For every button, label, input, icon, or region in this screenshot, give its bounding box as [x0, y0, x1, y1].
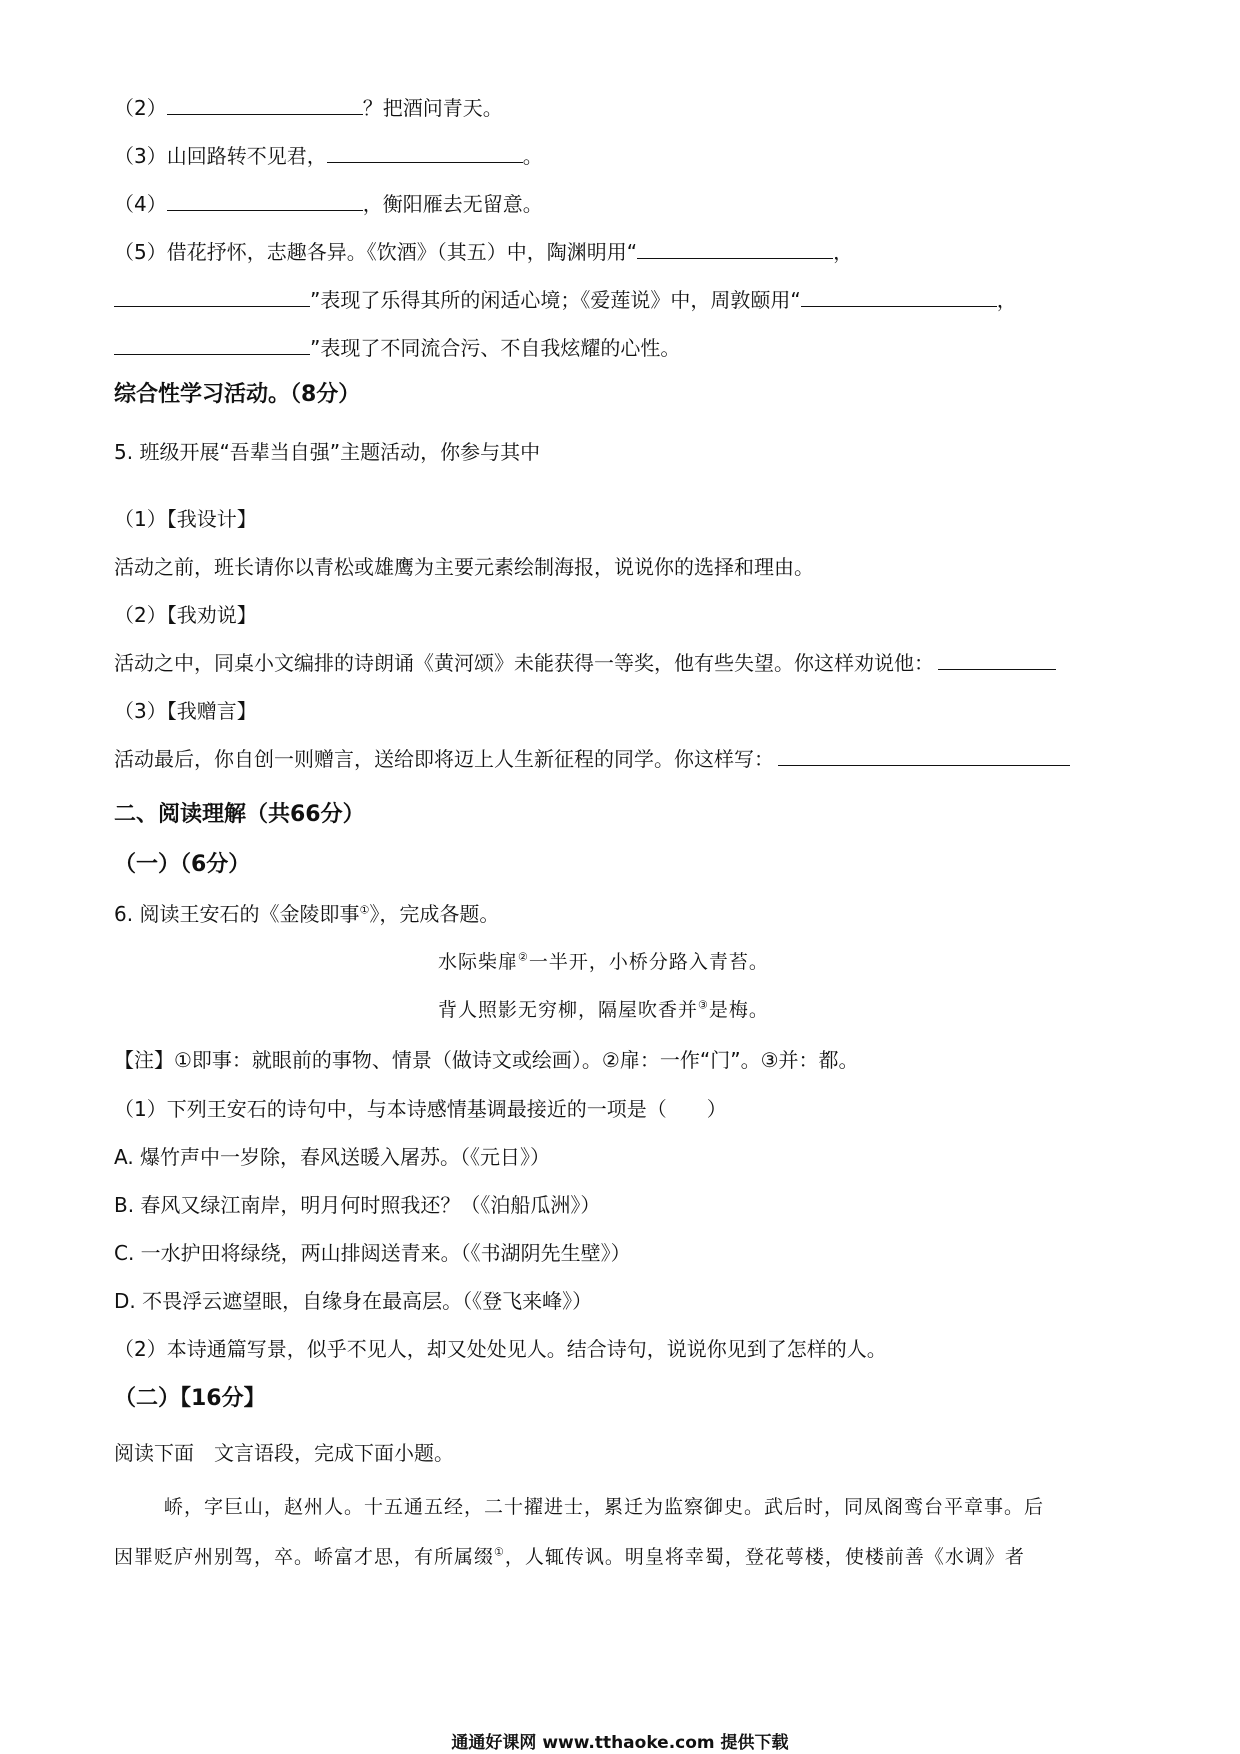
option-a[interactable]: A. 爆竹声中一岁除，春风送暖入屠苏。（《元日》）	[114, 1145, 551, 1169]
question-5-1-text: 活动之前，班长请你以青松或雄鹰为主要元素绘制海报，说说你的选择和理由。	[114, 555, 814, 579]
question-6: 6. 阅读王安石的《金陵即事①》，完成各题。	[114, 902, 500, 926]
fill-line-3: （3）山回路转不见君， 。	[114, 144, 543, 168]
option-d[interactable]: D. 不畏浮云遮望眼，自缘身在最高层。（《登飞来峰》）	[114, 1289, 593, 1313]
poem-note: 【注】①即事：就眼前的事物、情景（做诗文或绘画）。②扉：一作“门”。③并：都。	[114, 1048, 859, 1072]
answer-blank[interactable]	[778, 747, 1070, 766]
reading-instruction: 阅读下面 文言语段，完成下面小题。	[114, 1441, 454, 1465]
fill-line-4: （4） ，衡阳雁去无留意。	[114, 192, 543, 216]
answer-blank[interactable]	[114, 288, 310, 307]
question-5-1: （1）【我设计】	[114, 507, 257, 531]
section-heading-2: 二、阅读理解（共66分）	[114, 802, 365, 827]
subsection-heading-1: （一）（6分）	[114, 852, 251, 877]
poem-line-1: 水际柴扉②一半开，小桥分路入青苔。	[438, 950, 769, 973]
answer-blank[interactable]	[167, 96, 363, 115]
answer-blank[interactable]	[327, 144, 523, 163]
question-5-3-text: 活动最后，你自创一则赠言，送给即将迈上人生新征程的同学。你这样写：	[114, 747, 1070, 771]
classical-text-line-2: 因罪贬庐州别驾，卒。峤富才思，有所属缀①，人辄传讽。明皇将幸蜀，登花萼楼，使楼前善《水调》者	[114, 1545, 1025, 1568]
fill-line-2: （2） ？把酒问青天。	[114, 96, 503, 120]
answer-blank[interactable]	[114, 336, 310, 355]
answer-blank[interactable]	[167, 192, 363, 211]
subsection-heading-2: （二）【16分】	[114, 1386, 266, 1411]
option-b[interactable]: B. 春风又绿江南岸，明月何时照我还？（《泊船瓜洲》）	[114, 1193, 601, 1217]
question-5: 5. 班级开展“吾辈当自强”主题活动，你参与其中	[114, 440, 541, 464]
question-5-3: （3）【我赠言】	[114, 699, 257, 723]
question-5-2: （2）【我劝说】	[114, 603, 257, 627]
classical-text-line-1: 峤，字巨山，赵州人。十五通五经，二十擢进士，累迁为监察御史。武后时，同凤阁鸾台平章事。后	[164, 1496, 1045, 1518]
fill-line-5b: ”表现了乐得其所的闲适心境；《爱莲说》中，周敦颐用“ ，	[114, 288, 1017, 312]
fill-line-5: （5）借花抒怀，志趣各异。《饮酒》（其五）中，陶渊明用“ ，	[114, 240, 854, 264]
section-heading: 综合性学习活动。（8分）	[114, 382, 361, 407]
page-footer: 通通好课网 www.tthaoke.com 提供下载	[451, 1733, 789, 1753]
question-6-2: （2）本诗通篇写景，似乎不见人，却又处处见人。结合诗句，说说你见到了怎样的人。	[114, 1337, 887, 1361]
answer-blank[interactable]	[637, 240, 833, 259]
poem-line-2: 背人照影无穷柳，隔屋吹香并③是梅。	[438, 998, 769, 1021]
question-5-2-text: 活动之中，同桌小文编排的诗朗诵《黄河颂》未能获得一等奖，他有些失望。你这样劝说他：	[114, 651, 1056, 675]
answer-blank[interactable]	[938, 651, 1056, 670]
fill-line-5c: ”表现了不同流合污、不自我炫耀的心性。	[114, 336, 680, 360]
answer-blank[interactable]	[801, 288, 997, 307]
question-6-1: （1）下列王安石的诗句中，与本诗感情基调最接近的一项是（ ）	[114, 1097, 727, 1121]
option-c[interactable]: C. 一水护田将绿绕，两山排闼送青来。（《书湖阴先生壁》）	[114, 1241, 631, 1265]
